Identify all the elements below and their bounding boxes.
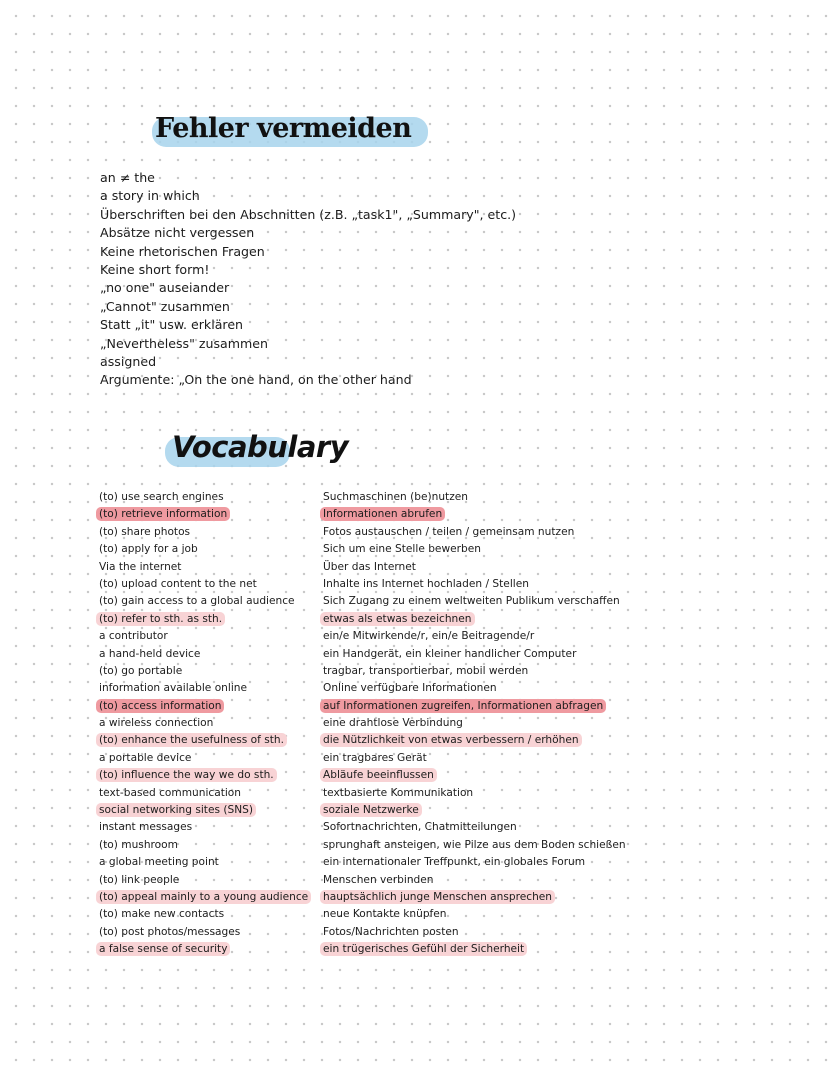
vocab-english-term: information available online bbox=[99, 682, 248, 695]
vocab-row bbox=[320, 732, 630, 749]
vocab-row bbox=[96, 924, 311, 941]
vocab-english-term: (to) apply for a job bbox=[99, 543, 198, 556]
vocab-row bbox=[96, 715, 311, 732]
vocab-german-translation: etwas als etwas bezeichnen bbox=[320, 612, 475, 626]
vocab-row bbox=[320, 715, 630, 732]
note-line: Absätze nicht vergessen bbox=[100, 225, 255, 241]
vocab-row bbox=[320, 854, 630, 871]
note-line: Überschriften bei den Abschnitten (z.B. „task1", „Summary", etc.) bbox=[100, 206, 517, 222]
vocab-english-term: (to) use search engines bbox=[99, 491, 224, 503]
vocab-row bbox=[320, 593, 630, 610]
vocab-row bbox=[320, 541, 630, 558]
section-title-fehler: Fehler vermeiden bbox=[155, 113, 412, 144]
vocab-english-term: (to) make new contacts bbox=[99, 908, 225, 921]
vocab-row bbox=[320, 802, 630, 819]
note-line: Keine rhetorischen Fragen bbox=[100, 243, 265, 259]
vocab-row bbox=[96, 698, 311, 715]
vocab-row bbox=[96, 524, 311, 541]
vocab-row bbox=[96, 872, 311, 889]
vocab-german-translation: hauptsächlich junge Menschen ansprechen bbox=[320, 890, 555, 904]
vocab-row bbox=[320, 680, 630, 697]
vocab-row bbox=[96, 732, 311, 749]
vocab-row bbox=[320, 924, 630, 941]
vocab-row bbox=[96, 559, 311, 576]
vocab-row bbox=[96, 837, 311, 854]
vocab-row bbox=[320, 906, 630, 923]
vocab-row bbox=[96, 680, 311, 697]
vocab-row bbox=[96, 628, 311, 645]
vocab-row bbox=[96, 906, 311, 923]
vocab-row bbox=[96, 854, 311, 871]
vocab-row bbox=[320, 576, 630, 593]
vocab-german-translation: soziale Netzwerke bbox=[320, 803, 422, 817]
note-line: „Cannot" zusammen bbox=[100, 298, 230, 314]
note-line: Statt „it" usw. erklären bbox=[100, 317, 244, 333]
vocab-german-translation: ein/e Mitwirkende/r, ein/e Beitragende/r bbox=[323, 630, 535, 643]
vocab-english-term: a wireless connection bbox=[99, 717, 214, 730]
vocab-row bbox=[96, 663, 311, 680]
vocab-row bbox=[96, 785, 311, 802]
vocab-english-term: a hand-held device bbox=[99, 647, 201, 660]
vocab-english-column bbox=[96, 489, 311, 959]
vocab-german-translation: Über das Internet bbox=[323, 560, 416, 573]
vocab-english-term: a contributor bbox=[99, 630, 168, 643]
note-line: an ≠ the bbox=[100, 170, 155, 185]
vocab-english-term: (to) share photos bbox=[99, 525, 191, 538]
vocab-german-translation: ein trügerisches Gefühl der Sicherheit bbox=[320, 942, 527, 956]
vocab-row bbox=[320, 837, 630, 854]
vocab-german-column bbox=[320, 489, 630, 959]
vocab-row bbox=[96, 767, 311, 784]
vocab-german-translation: ein Handgerät, ein kleiner handlicher Computer bbox=[323, 647, 577, 660]
vocab-english-term: (to) mushroom bbox=[99, 838, 178, 851]
vocab-english-term: social networking sites (SNS) bbox=[96, 803, 256, 817]
vocab-german-translation: textbasierte Kommunikation bbox=[323, 786, 474, 799]
vocab-row bbox=[96, 819, 311, 836]
vocab-english-term: (to) appeal mainly to a young audience bbox=[96, 890, 311, 904]
vocab-english-term: text-based communication bbox=[99, 786, 242, 799]
note-line: Keine short form! bbox=[100, 261, 210, 277]
vocab-german-translation: sprunghaft ansteigen, wie Pilze aus dem Boden schießen bbox=[323, 838, 626, 851]
vocab-row bbox=[96, 489, 311, 506]
vocab-german-translation: ein tragbares Gerät bbox=[323, 751, 427, 764]
vocab-german-translation: Abläufe beeinflussen bbox=[320, 768, 437, 782]
vocab-row bbox=[96, 802, 311, 819]
vocab-row bbox=[320, 489, 630, 506]
vocab-german-translation: Inhalte ins Internet hochladen / Stellen bbox=[323, 577, 529, 590]
vocab-english-term: (to) influence the way we do sth. bbox=[96, 768, 277, 782]
vocab-german-translation: eine drahtlose Verbindung bbox=[323, 717, 463, 730]
vocab-english-term: Via the internet bbox=[99, 560, 182, 573]
vocab-german-translation: Online verfügbare Informationen bbox=[323, 682, 497, 695]
note-line: Argumente: „On the one hand, on the other hand bbox=[100, 372, 412, 388]
vocab-row bbox=[96, 889, 311, 906]
note-line: „Nevertheless" zusammen bbox=[100, 335, 269, 351]
vocab-german-translation: tragbar, transportierbar, mobil werden bbox=[323, 664, 529, 677]
vocab-row bbox=[96, 941, 311, 958]
vocab-english-term: a portable device bbox=[99, 751, 192, 764]
vocab-row bbox=[96, 611, 311, 628]
vocab-row bbox=[320, 646, 630, 663]
vocab-row bbox=[96, 750, 311, 767]
vocab-row bbox=[320, 559, 630, 576]
vocab-row bbox=[320, 889, 630, 906]
vocab-english-term: a false sense of security bbox=[96, 942, 230, 956]
vocab-row bbox=[320, 611, 630, 628]
note-line: a story in which bbox=[100, 188, 200, 204]
section-title-vocabulary: Vocabulary bbox=[172, 430, 349, 464]
vocab-german-translation: ein internationaler Treffpunkt, ein globales Forum bbox=[323, 856, 586, 869]
vocab-row bbox=[96, 593, 311, 610]
vocab-row bbox=[320, 628, 630, 645]
note-line: „no one" auseiander bbox=[100, 280, 230, 296]
vocab-english-term: instant messages bbox=[99, 821, 193, 834]
vocab-row bbox=[320, 819, 630, 836]
vocab-row bbox=[96, 506, 311, 523]
vocab-german-translation: Suchmaschinen (be)nutzen bbox=[323, 491, 468, 503]
vocab-german-translation: Informationen abrufen bbox=[320, 507, 445, 521]
vocab-german-translation: Sich Zugang zu einem weltweiten Publikum verschaffen bbox=[323, 595, 620, 608]
vocab-row bbox=[320, 506, 630, 523]
vocab-row bbox=[320, 941, 630, 958]
vocab-english-term: a global meeting point bbox=[99, 856, 219, 869]
vocab-german-translation: Fotos austauschen / teilen / gemeinsam nutzen bbox=[323, 525, 575, 538]
vocab-german-translation: auf Informationen zugreifen, Informationen abfragen bbox=[320, 699, 606, 713]
vocab-english-term: (to) gain access to a global audience bbox=[99, 595, 295, 608]
vocab-english-term: (to) retrieve information bbox=[96, 507, 230, 521]
vocab-german-translation: Menschen verbinden bbox=[323, 873, 434, 886]
vocab-row bbox=[320, 524, 630, 541]
vocab-german-translation: Fotos/Nachrichten posten bbox=[323, 925, 459, 938]
vocab-english-term: (to) enhance the usefulness of sth. bbox=[96, 733, 287, 747]
fehler-list bbox=[100, 169, 620, 390]
vocab-english-term: (to) access information bbox=[96, 699, 224, 713]
vocab-german-translation: die Nützlichkeit von etwas verbessern / erhöhen bbox=[320, 733, 582, 747]
vocab-row bbox=[320, 663, 630, 680]
vocab-row bbox=[320, 767, 630, 784]
vocab-row bbox=[96, 576, 311, 593]
vocab-english-term: (to) link people bbox=[99, 873, 180, 886]
vocab-row bbox=[320, 785, 630, 802]
vocab-german-translation: Sofortnachrichten, Chatmitteilungen bbox=[323, 821, 517, 834]
vocab-german-translation: Sich um eine Stelle bewerben bbox=[323, 543, 481, 556]
vocab-row bbox=[320, 750, 630, 767]
note-line: assigned bbox=[100, 353, 157, 369]
vocab-english-term: (to) go portable bbox=[99, 664, 183, 677]
vocab-english-term: (to) upload content to the net bbox=[99, 577, 257, 590]
vocab-german-translation: neue Kontakte knüpfen bbox=[323, 908, 447, 921]
vocab-row bbox=[96, 646, 311, 663]
vocab-english-term: (to) post photos/messages bbox=[99, 925, 241, 938]
vocab-row bbox=[96, 541, 311, 558]
vocab-row bbox=[320, 698, 630, 715]
vocab-english-term: (to) refer to sth. as sth. bbox=[96, 612, 225, 626]
vocab-row bbox=[320, 872, 630, 889]
